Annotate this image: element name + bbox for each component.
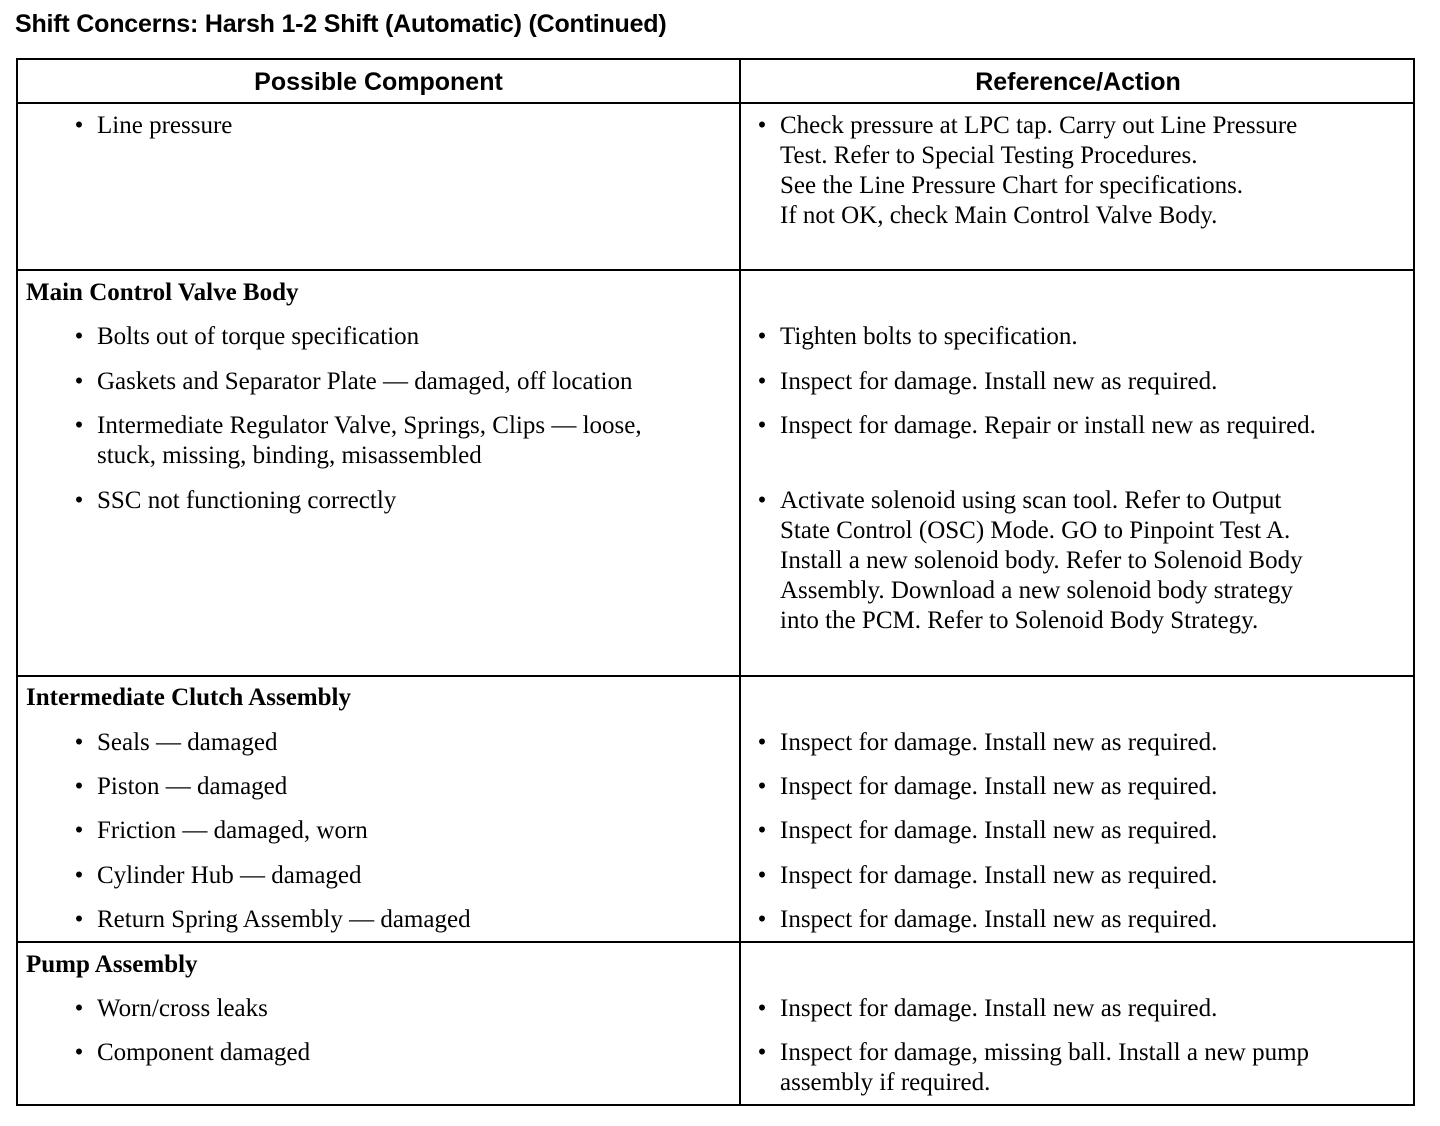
bullet: • [757, 368, 767, 395]
bullet: • [74, 773, 84, 800]
action-text: Inspect for damage. Install new as required. [780, 729, 1218, 756]
bullet: • [757, 1039, 767, 1066]
diagnosis-table [16, 58, 1415, 1106]
bullet: • [74, 323, 84, 350]
header-reference-action: Reference/Action [975, 68, 1181, 96]
bullet: • [74, 1039, 84, 1066]
action-text: Inspect for damage. Install new as required. [780, 817, 1218, 844]
header-divider [18, 102, 1413, 104]
page-title: Shift Concerns: Harsh 1-2 Shift (Automatic) (Continued) [15, 10, 667, 38]
bullet: • [74, 487, 84, 514]
bullet: • [74, 995, 84, 1022]
bullet: • [74, 817, 84, 844]
bullet: • [74, 729, 84, 756]
row-divider [18, 941, 1413, 943]
bullet: • [757, 487, 767, 514]
component-text: Seals — damaged [97, 729, 278, 756]
action-text: Activate solenoid using scan tool. Refer to Output State Control (OSC) Mode. GO to Pinpoint Test A. Install a new solenoid body. Refer to Solenoid Body Assembly. Download a new solenoid body strategy into the PCM. Refer to Solenoid Body Strategy. [780, 487, 1303, 634]
bullet: • [74, 412, 84, 439]
bullet: • [757, 995, 767, 1022]
action-text: Inspect for damage. Install new as required. [780, 773, 1218, 800]
component-text: Intermediate Regulator Valve, Springs, Clips — loose, stuck, missing, binding, misassembled [97, 412, 642, 469]
header-possible-component: Possible Component [254, 68, 503, 96]
bullet: • [757, 906, 767, 933]
bullet: • [74, 862, 84, 889]
bullet: • [74, 906, 84, 933]
component-text: Friction — damaged, worn [97, 817, 368, 844]
action-text: Check pressure at LPC tap. Carry out Line Pressure Test. Refer to Special Testing Procedures. See the Line Pressure Chart for specifications. If not OK, check Main Control Valve Body. [780, 112, 1298, 229]
bullet: • [757, 773, 767, 800]
action-text: Inspect for damage. Install new as required. [780, 368, 1218, 395]
component-text: Gaskets and Separator Plate — damaged, off location [97, 368, 633, 395]
row-divider [18, 675, 1413, 677]
action-text: Inspect for damage. Install new as required. [780, 862, 1218, 889]
bullet: • [757, 862, 767, 889]
action-text: Inspect for damage, missing ball. Install a new pump assembly if required. [780, 1039, 1310, 1096]
action-text: Tighten bolts to specification. [780, 323, 1078, 350]
component-text: Return Spring Assembly — damaged [97, 906, 471, 933]
component-text: Worn/cross leaks [97, 995, 268, 1022]
component-text: SSC not functioning correctly [97, 487, 397, 514]
row-divider [18, 269, 1413, 271]
action-text: Inspect for damage. Install new as required. [780, 906, 1218, 933]
section-heading: Intermediate Clutch Assembly [26, 684, 351, 711]
column-divider [739, 60, 741, 1104]
action-text: Inspect for damage. Repair or install new as required. [780, 412, 1316, 439]
component-text: Piston — damaged [97, 773, 288, 800]
bullet: • [757, 412, 767, 439]
component-text: Line pressure [97, 112, 233, 139]
bullet: • [757, 729, 767, 756]
action-text: Inspect for damage. Install new as required. [780, 995, 1218, 1022]
component-text: Cylinder Hub — damaged [97, 862, 362, 889]
bullet: • [74, 368, 84, 395]
bullet: • [757, 323, 767, 350]
bullet: • [757, 817, 767, 844]
component-text: Component damaged [97, 1039, 311, 1066]
section-heading: Pump Assembly [26, 951, 198, 978]
bullet: • [74, 112, 84, 139]
component-text: Bolts out of torque specification [97, 323, 420, 350]
section-heading: Main Control Valve Body [26, 279, 299, 306]
bullet: • [757, 112, 767, 139]
